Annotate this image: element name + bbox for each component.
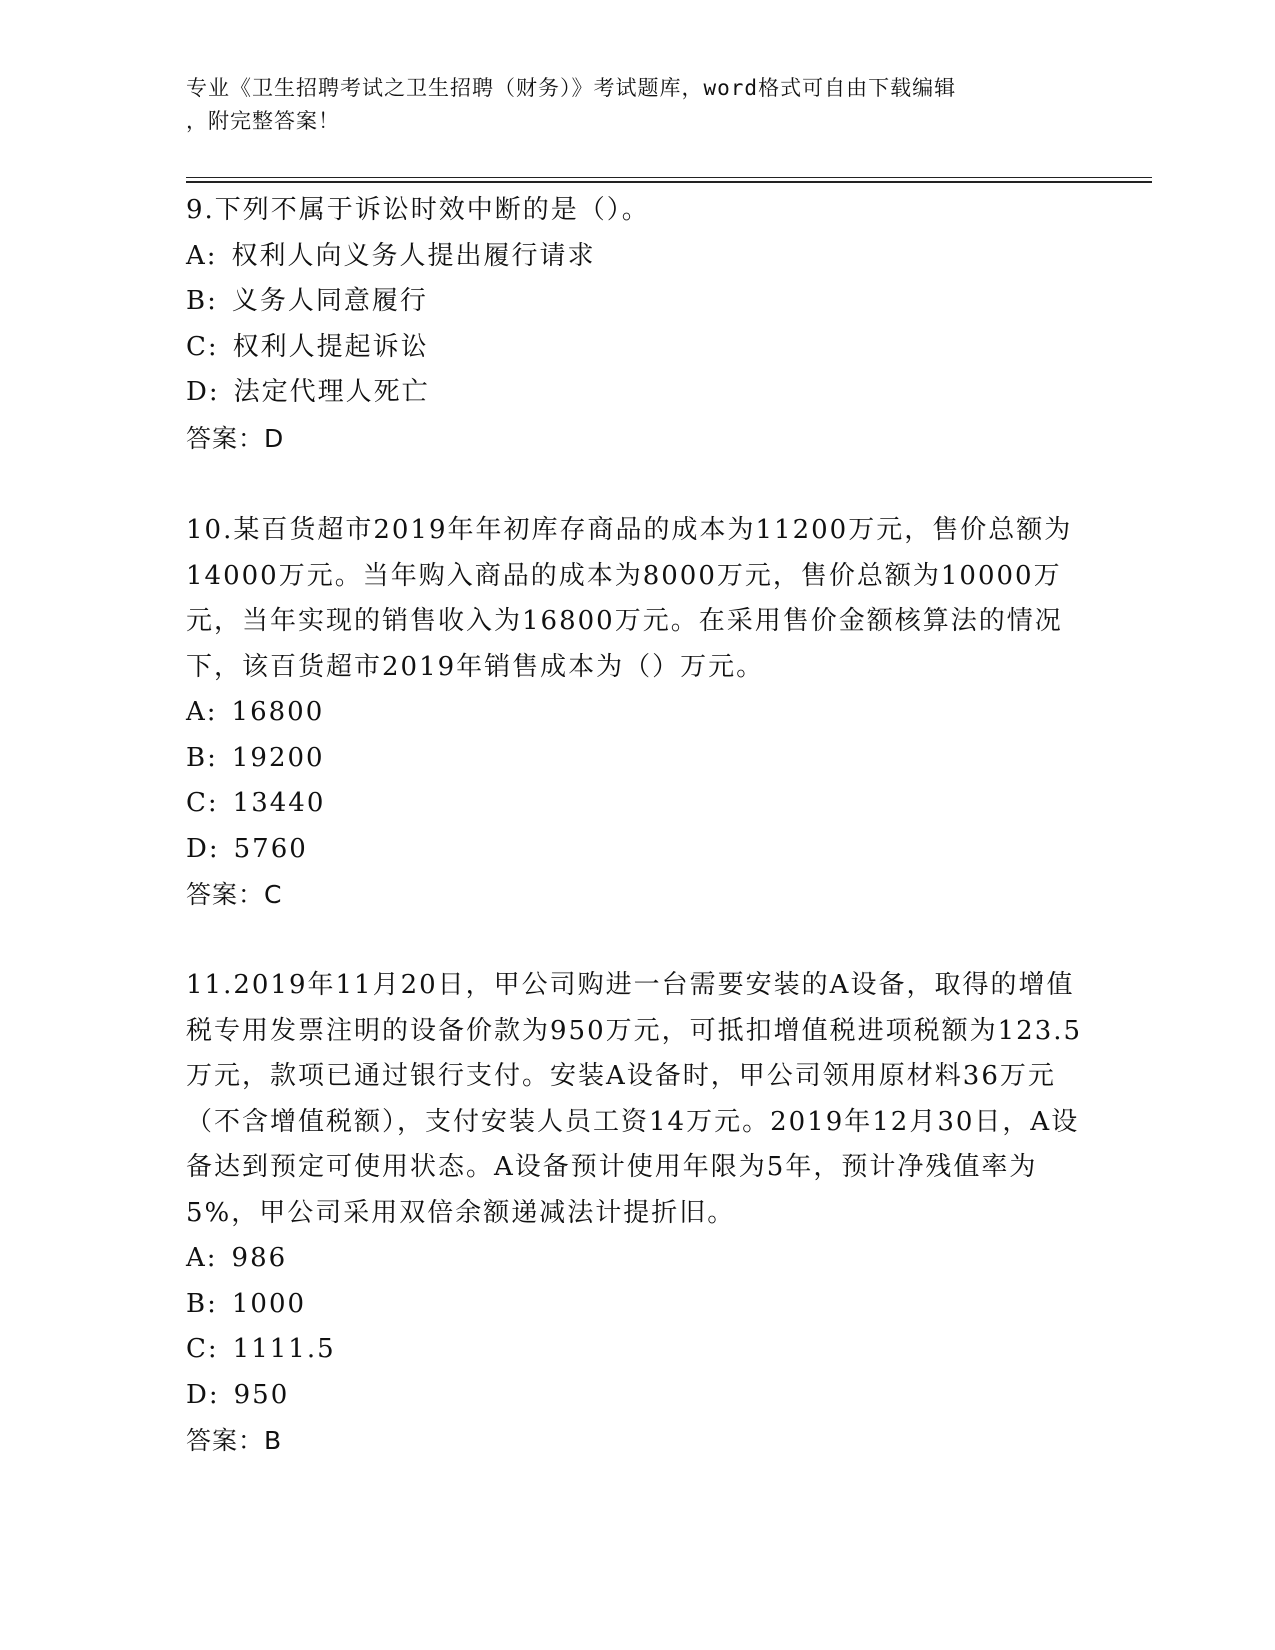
option-b: B: 义务人同意履行	[186, 286, 428, 316]
option-a: A: 权利人向义务人提出履行请求	[186, 240, 596, 271]
option-c: C: 1111.5	[186, 1334, 336, 1364]
answer-line: 答案：D	[186, 423, 285, 453]
answer-line: 答案：B	[186, 1426, 283, 1455]
answer-line: 答案：C	[186, 880, 283, 909]
question-block	[186, 962, 1086, 1464]
header-line-2: ，附完整答案！	[186, 109, 340, 133]
question-block	[186, 187, 1086, 461]
question-stem: 11.2019年11月20日，甲公司购进一台需要安装的A设备，取得的增值税专用发票注明的设备价款为950万元，可抵扣增值税进项税额为123.5万元，款项已通过银行支付。安装A设备时，甲公司领用原材料36万元（不含增值税额），支付安装人员工资14万元。2019年12月30日，A设备达到预定可使用状态。A设备预计使用年限为5年，预计净残值率为5%，甲公司采用双倍余额递减法计提折旧。	[186, 970, 1083, 1228]
option-d: D: 法定代理人死亡	[186, 377, 430, 407]
header-divider-thick	[186, 181, 1152, 183]
option-d: D: 5760	[186, 833, 308, 864]
document-header	[186, 72, 1066, 138]
option-a: A: 986	[186, 1243, 288, 1273]
question-stem: 10.某百货超市2019年年初库存商品的成本为11200万元，售价总额为14000万元。当年购入商品的成本为8000万元，售价总额为10000万元，当年实现的销售收入为16800万元。在采用售价金额核算法的情况下，该百货超市2019年销售成本为（）万元。	[186, 515, 1073, 682]
header-line-1: 专业《卫生招聘考试之卫生招聘（财务）》考试题库，word格式可自由下载编辑	[186, 76, 957, 100]
header-divider-thin	[186, 177, 1152, 178]
question-stem: 9.下列不属于诉讼时效中断的是（）。	[186, 195, 650, 225]
option-d: D: 950	[186, 1379, 290, 1410]
option-b: B: 1000	[186, 1288, 307, 1319]
option-c: C: 权利人提起诉讼	[186, 331, 429, 362]
option-b: B: 19200	[186, 742, 325, 773]
option-a: A: 16800	[186, 697, 325, 727]
question-block	[186, 507, 1086, 918]
option-c: C: 13440	[186, 788, 326, 818]
